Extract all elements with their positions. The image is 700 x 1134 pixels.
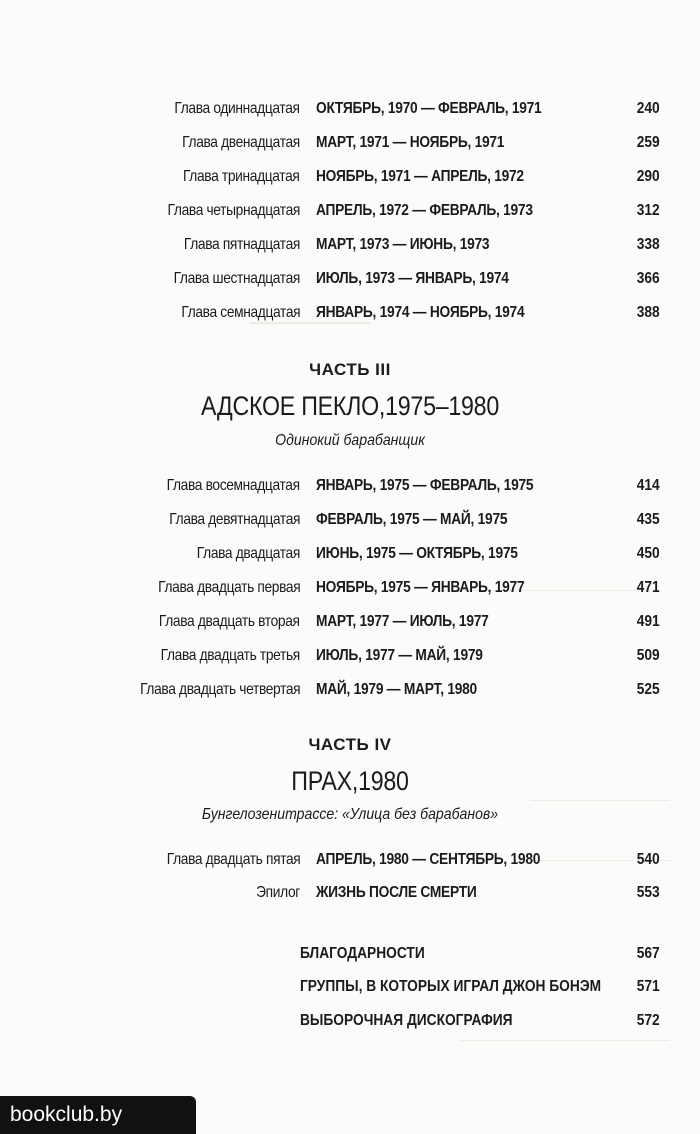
page-number: 259 (637, 134, 660, 151)
page-number: 435 (637, 511, 660, 528)
toc-row (0, 100, 700, 130)
toc-row (0, 978, 700, 1008)
toc-row (0, 851, 700, 881)
chapter-label: Глава семнадцатая (181, 304, 300, 321)
chapter-label: Глава двенадцатая (182, 134, 300, 151)
toc-row (0, 477, 700, 507)
part-title: ПРАХ,1980 (291, 766, 409, 796)
part-label: ЧАСТЬ IV (308, 735, 392, 754)
part-subtitle: Одинокий барабанщик (275, 432, 425, 449)
chapter-label: Глава восемнадцатая (166, 477, 300, 494)
page-number: 491 (637, 613, 660, 630)
chapter-dates: НОЯБРЬ, 1975 — ЯНВАРЬ, 1977 (316, 579, 525, 596)
chapter-label: Глава двадцатая (196, 545, 300, 562)
toc-row (0, 647, 700, 677)
page-number: 366 (637, 270, 660, 287)
toc-row (0, 134, 700, 164)
chapter-label: Глава двадцать третья (160, 647, 300, 664)
page-number: 471 (637, 579, 660, 596)
toc-row (0, 884, 700, 914)
chapter-dates: ИЮНЬ, 1975 — ОКТЯБРЬ, 1975 (316, 545, 518, 562)
chapter-dates: МАРТ, 1973 — ИЮНЬ, 1973 (316, 236, 490, 253)
toc-row (0, 270, 700, 300)
part-title: АДСКОЕ ПЕКЛО,1975–1980 (200, 391, 500, 421)
toc-row (0, 681, 700, 711)
toc-row (0, 511, 700, 541)
toc-row (0, 613, 700, 643)
page-number: 567 (637, 945, 660, 962)
page-number: 414 (637, 477, 660, 494)
toc-row (0, 236, 700, 266)
toc-row (0, 168, 700, 198)
page-number: 571 (637, 978, 660, 995)
chapter-label: Эпилог (256, 884, 300, 901)
site-watermark: bookclub.by (0, 1096, 196, 1134)
toc-row (0, 945, 700, 975)
chapter-dates: ИЮЛЬ, 1977 — МАЙ, 1979 (316, 647, 483, 664)
chapter-dates: ИЮЛЬ, 1973 — ЯНВАРЬ, 1974 (316, 270, 509, 287)
chapter-dates: МАРТ, 1971 — НОЯБРЬ, 1971 (316, 134, 505, 151)
page-number: 338 (637, 236, 660, 253)
page-number: 509 (637, 647, 660, 664)
toc-row (0, 304, 700, 334)
part-subtitle: Бунгелозенитрассе: «Улица без барабанов» (201, 806, 499, 823)
chapter-label: Глава четырнадцатая (167, 202, 300, 219)
section-title: ВЫБОРОЧНАЯ ДИСКОГРАФИЯ (300, 1012, 513, 1029)
section-title: БЛАГОДАРНОСТИ (300, 945, 425, 962)
toc-row (0, 202, 700, 232)
toc-row (0, 1012, 700, 1042)
chapter-dates: АПРЕЛЬ, 1980 — СЕНТЯБРЬ, 1980 (316, 851, 541, 868)
page-number: 525 (637, 681, 660, 698)
page-number: 388 (637, 304, 660, 321)
page-number: 553 (637, 884, 660, 901)
chapter-dates: ЖИЗНЬ ПОСЛЕ СМЕРТИ (316, 884, 477, 901)
section-title: ГРУППЫ, В КОТОРЫХ ИГРАЛ ДЖОН БОНЭМ (300, 978, 602, 995)
page-number: 540 (637, 851, 660, 868)
toc-row (0, 545, 700, 575)
page-number: 290 (637, 168, 660, 185)
chapter-label: Глава девятнадцатая (169, 511, 300, 528)
chapter-label: Глава двадцать пятая (166, 851, 300, 868)
page-number: 240 (637, 100, 660, 117)
page-number: 450 (637, 545, 660, 562)
page-number: 312 (637, 202, 660, 219)
chapter-dates: АПРЕЛЬ, 1972 — ФЕВРАЛЬ, 1973 (316, 202, 533, 219)
chapter-dates: ФЕВРАЛЬ, 1975 — МАЙ, 1975 (316, 511, 508, 528)
chapter-dates: МАЙ, 1979 — МАРТ, 1980 (316, 681, 477, 698)
chapter-label: Глава шестнадцатая (173, 270, 300, 287)
chapter-dates: НОЯБРЬ, 1971 — АПРЕЛЬ, 1972 (316, 168, 524, 185)
chapter-dates: ЯНВАРЬ, 1975 — ФЕВРАЛЬ, 1975 (316, 477, 534, 494)
chapter-label: Глава одиннадцатая (174, 100, 300, 117)
chapter-label: Глава двадцать четвертая (139, 681, 300, 698)
chapter-dates: ЯНВАРЬ, 1974 — НОЯБРЬ, 1974 (316, 304, 525, 321)
toc-row (0, 579, 700, 609)
page-number: 572 (637, 1012, 660, 1029)
chapter-label: Глава тринадцатая (183, 168, 300, 185)
part-label: ЧАСТЬ III (309, 360, 391, 379)
chapter-label: Глава двадцать первая (157, 579, 300, 596)
chapter-label: Глава двадцать вторая (159, 613, 300, 630)
chapter-dates: ОКТЯБРЬ, 1970 — ФЕВРАЛЬ, 1971 (316, 100, 542, 117)
chapter-label: Глава пятнадцатая (183, 236, 300, 253)
chapter-dates: МАРТ, 1977 — ИЮЛЬ, 1977 (316, 613, 489, 630)
